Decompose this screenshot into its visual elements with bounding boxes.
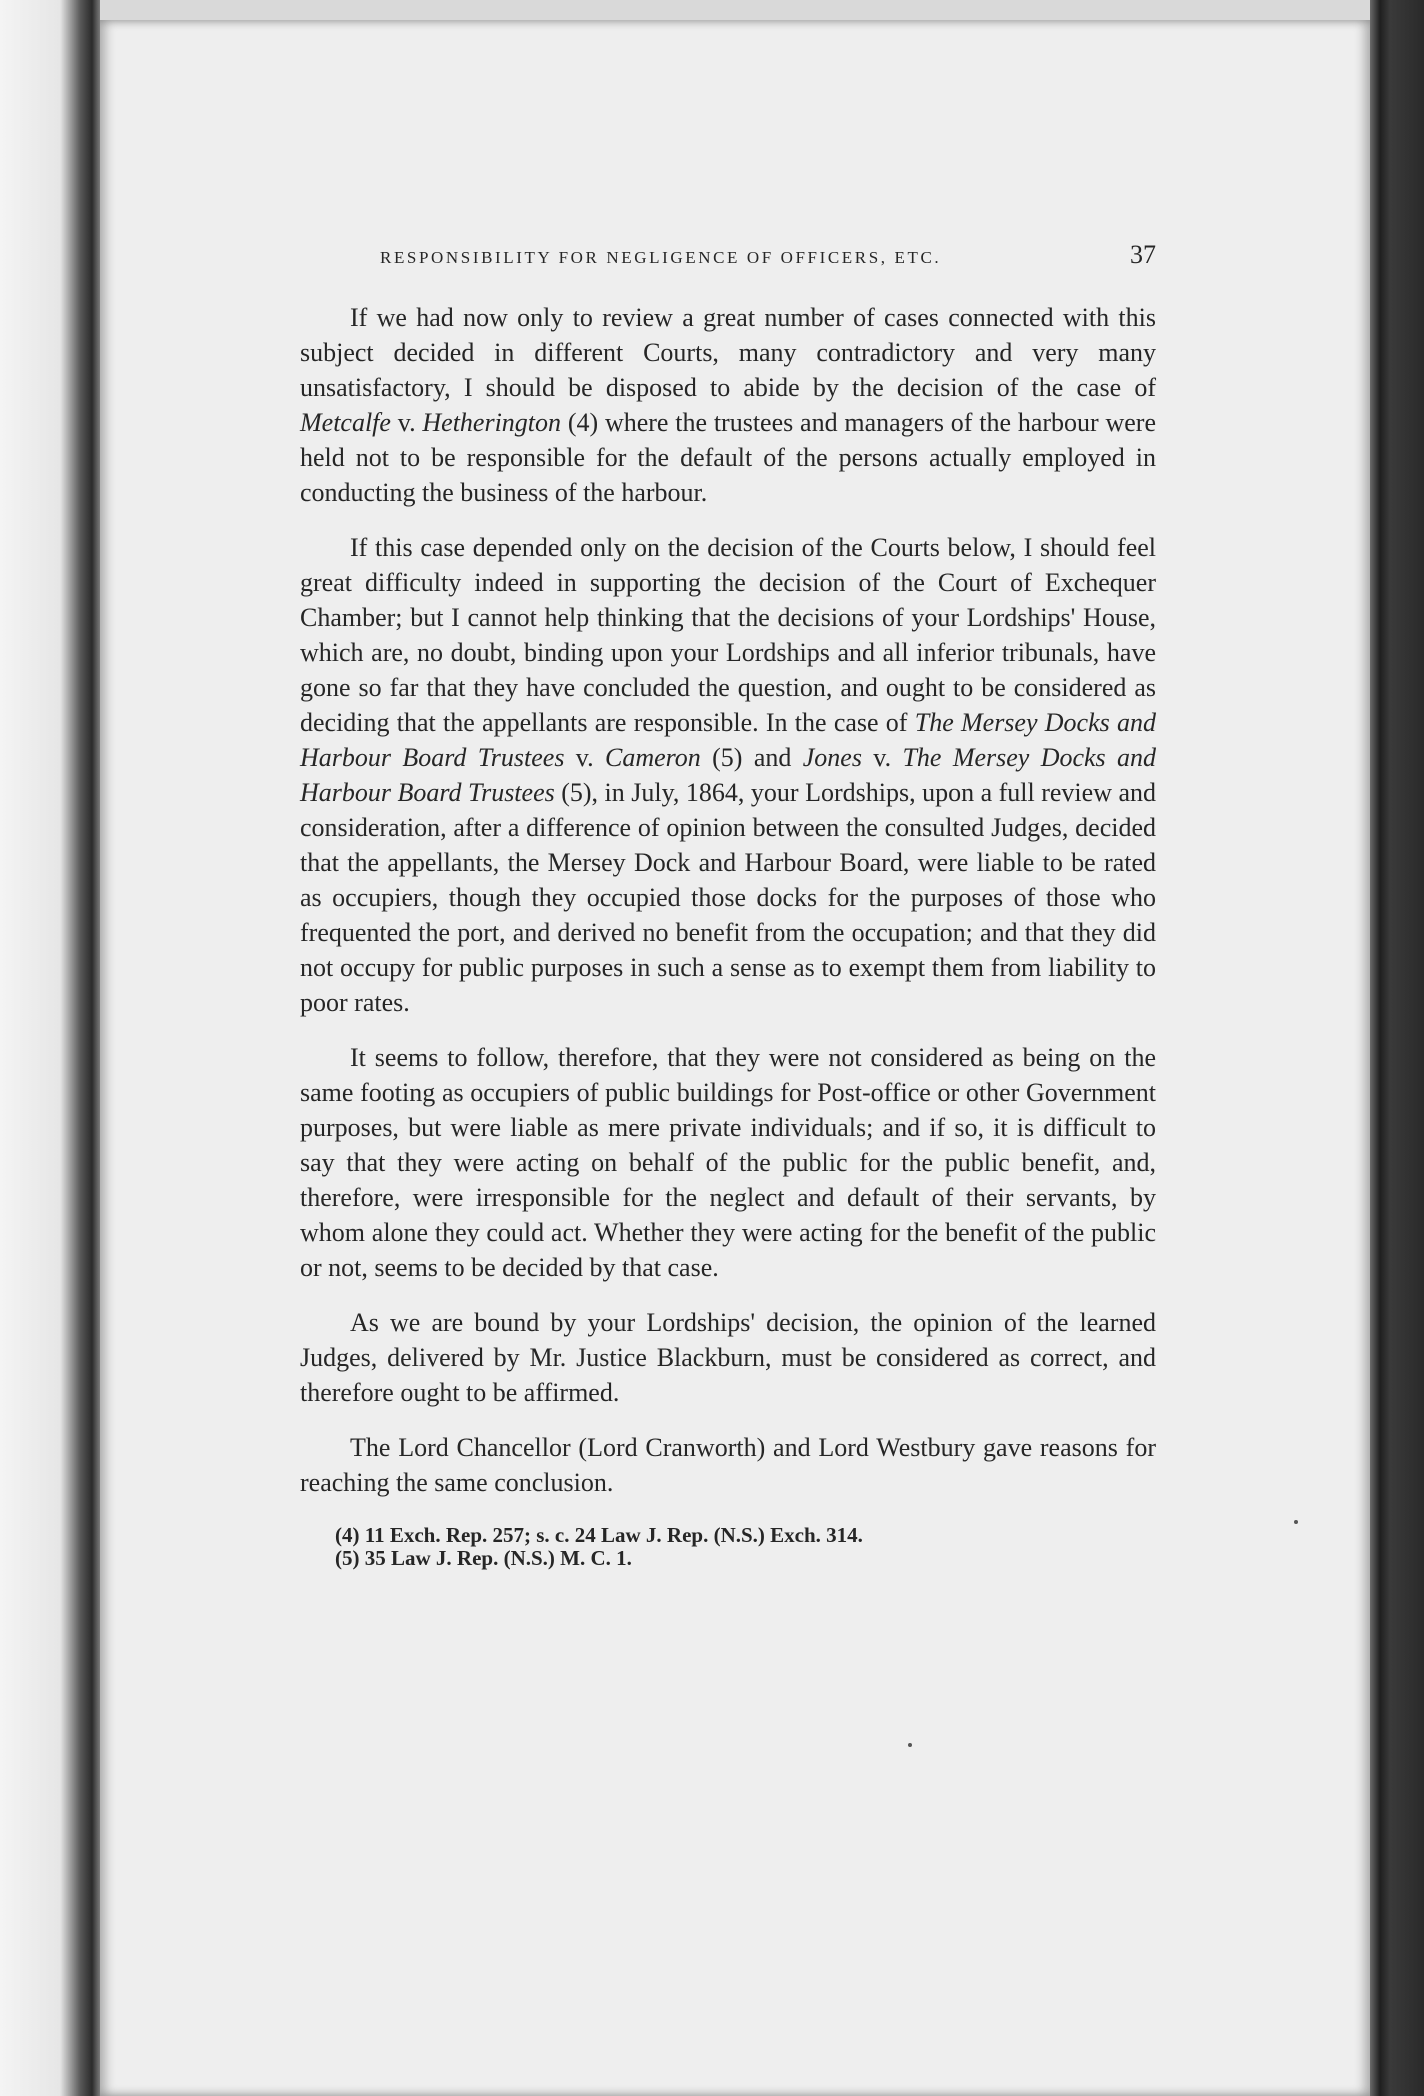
case-name: The Mersey Docks and Harbour Board Trustees: [300, 708, 1156, 772]
running-header: [300, 240, 1156, 270]
paragraph-3: It seems to follow, therefore, that they were not considered as being on the same footing as occupiers of public buildings for Post-office or other Government purposes, but were liable as mere private individuals; and if so, it is difficult to say that they were acting on behalf of the public for the public benefit, and, therefore, were irresponsible for the neglect and default of their servants, by whom alone they could act. Whether they were acting for the benefit of the public or not, seems to be decided by that case.: [300, 1043, 1156, 1282]
case-name: Hetherington: [422, 408, 562, 437]
footnote-5: (5) 35 Law J. Rep. (N.S.) M. C. 1.: [335, 1546, 632, 1570]
scan-right-edge: [1370, 0, 1424, 2096]
case-name: Cameron: [604, 743, 701, 772]
case-name: Jones: [802, 743, 862, 772]
speck: [908, 1743, 912, 1747]
paragraph-4: As we are bound by your Lordships' decision, the opinion of the learned Judges, delivered by Mr. Justice Blackburn, must be considered as correct, and therefore ought to be affirmed.: [300, 1308, 1156, 1407]
speck: [1294, 1520, 1298, 1524]
paragraph-1: If we had now only to review a great number of cases connected with this subject decided in different Courts, many contradictory and very many unsatisfactory, I should be disposed to abide by the decision of the case of Metcalfe v. Hetherington (4) where the trustees and managers of the harbour were held not to be responsible for the default of the persons actually employed in conducting the business of the harbour.: [300, 303, 1156, 507]
paragraph-2: If this case depended only on the decision of the Courts below, I should feel great difficulty indeed in supporting the decision of the Court of Exchequer Chamber; but I cannot help thinking that the decisions of your Lordships' House, which are, no doubt, binding upon your Lordships and all inferior tribunals, have gone so far that they have concluded the question, and ought to be considered as deciding that the appellants are responsible. In the case of The Mersey Docks and Harbour Board Trustees v. Cameron (5) and Jones v. The Mersey Docks and Harbour Board Trustees (5), in July, 1864, your Lordships, upon a full review and consideration, after a difference of opinion between the consulted Judges, decided that the appellants, the Mersey Dock and Harbour Board, were liable to be rated as occupiers, though they occupied those docks for the purposes of those who frequented the port, and derived no benefit from the occupation; and that they did not occupy for public purposes in such a sense as to exempt them from liability to poor rates.: [300, 533, 1157, 1017]
footnote-4: (4) 11 Exch. Rep. 257; s. c. 24 Law J. Rep. (N.S.) Exch. 314.: [335, 1523, 863, 1547]
paragraph-5: The Lord Chancellor (Lord Cranworth) and Lord Westbury gave reasons for reaching the same conclusion.: [300, 1433, 1156, 1497]
scan-left-edge: [0, 0, 100, 2096]
case-name: The Mersey Docks and Harbour Board Trustees: [300, 743, 1157, 807]
footnotes: [300, 1524, 1156, 1570]
page-text: [300, 240, 1156, 1570]
page-number: 37: [1130, 240, 1156, 269]
case-name: Metcalfe: [300, 408, 391, 437]
running-title: RESPONSIBILITY FOR NEGLIGENCE OF OFFICERS, ETC.: [380, 248, 942, 267]
